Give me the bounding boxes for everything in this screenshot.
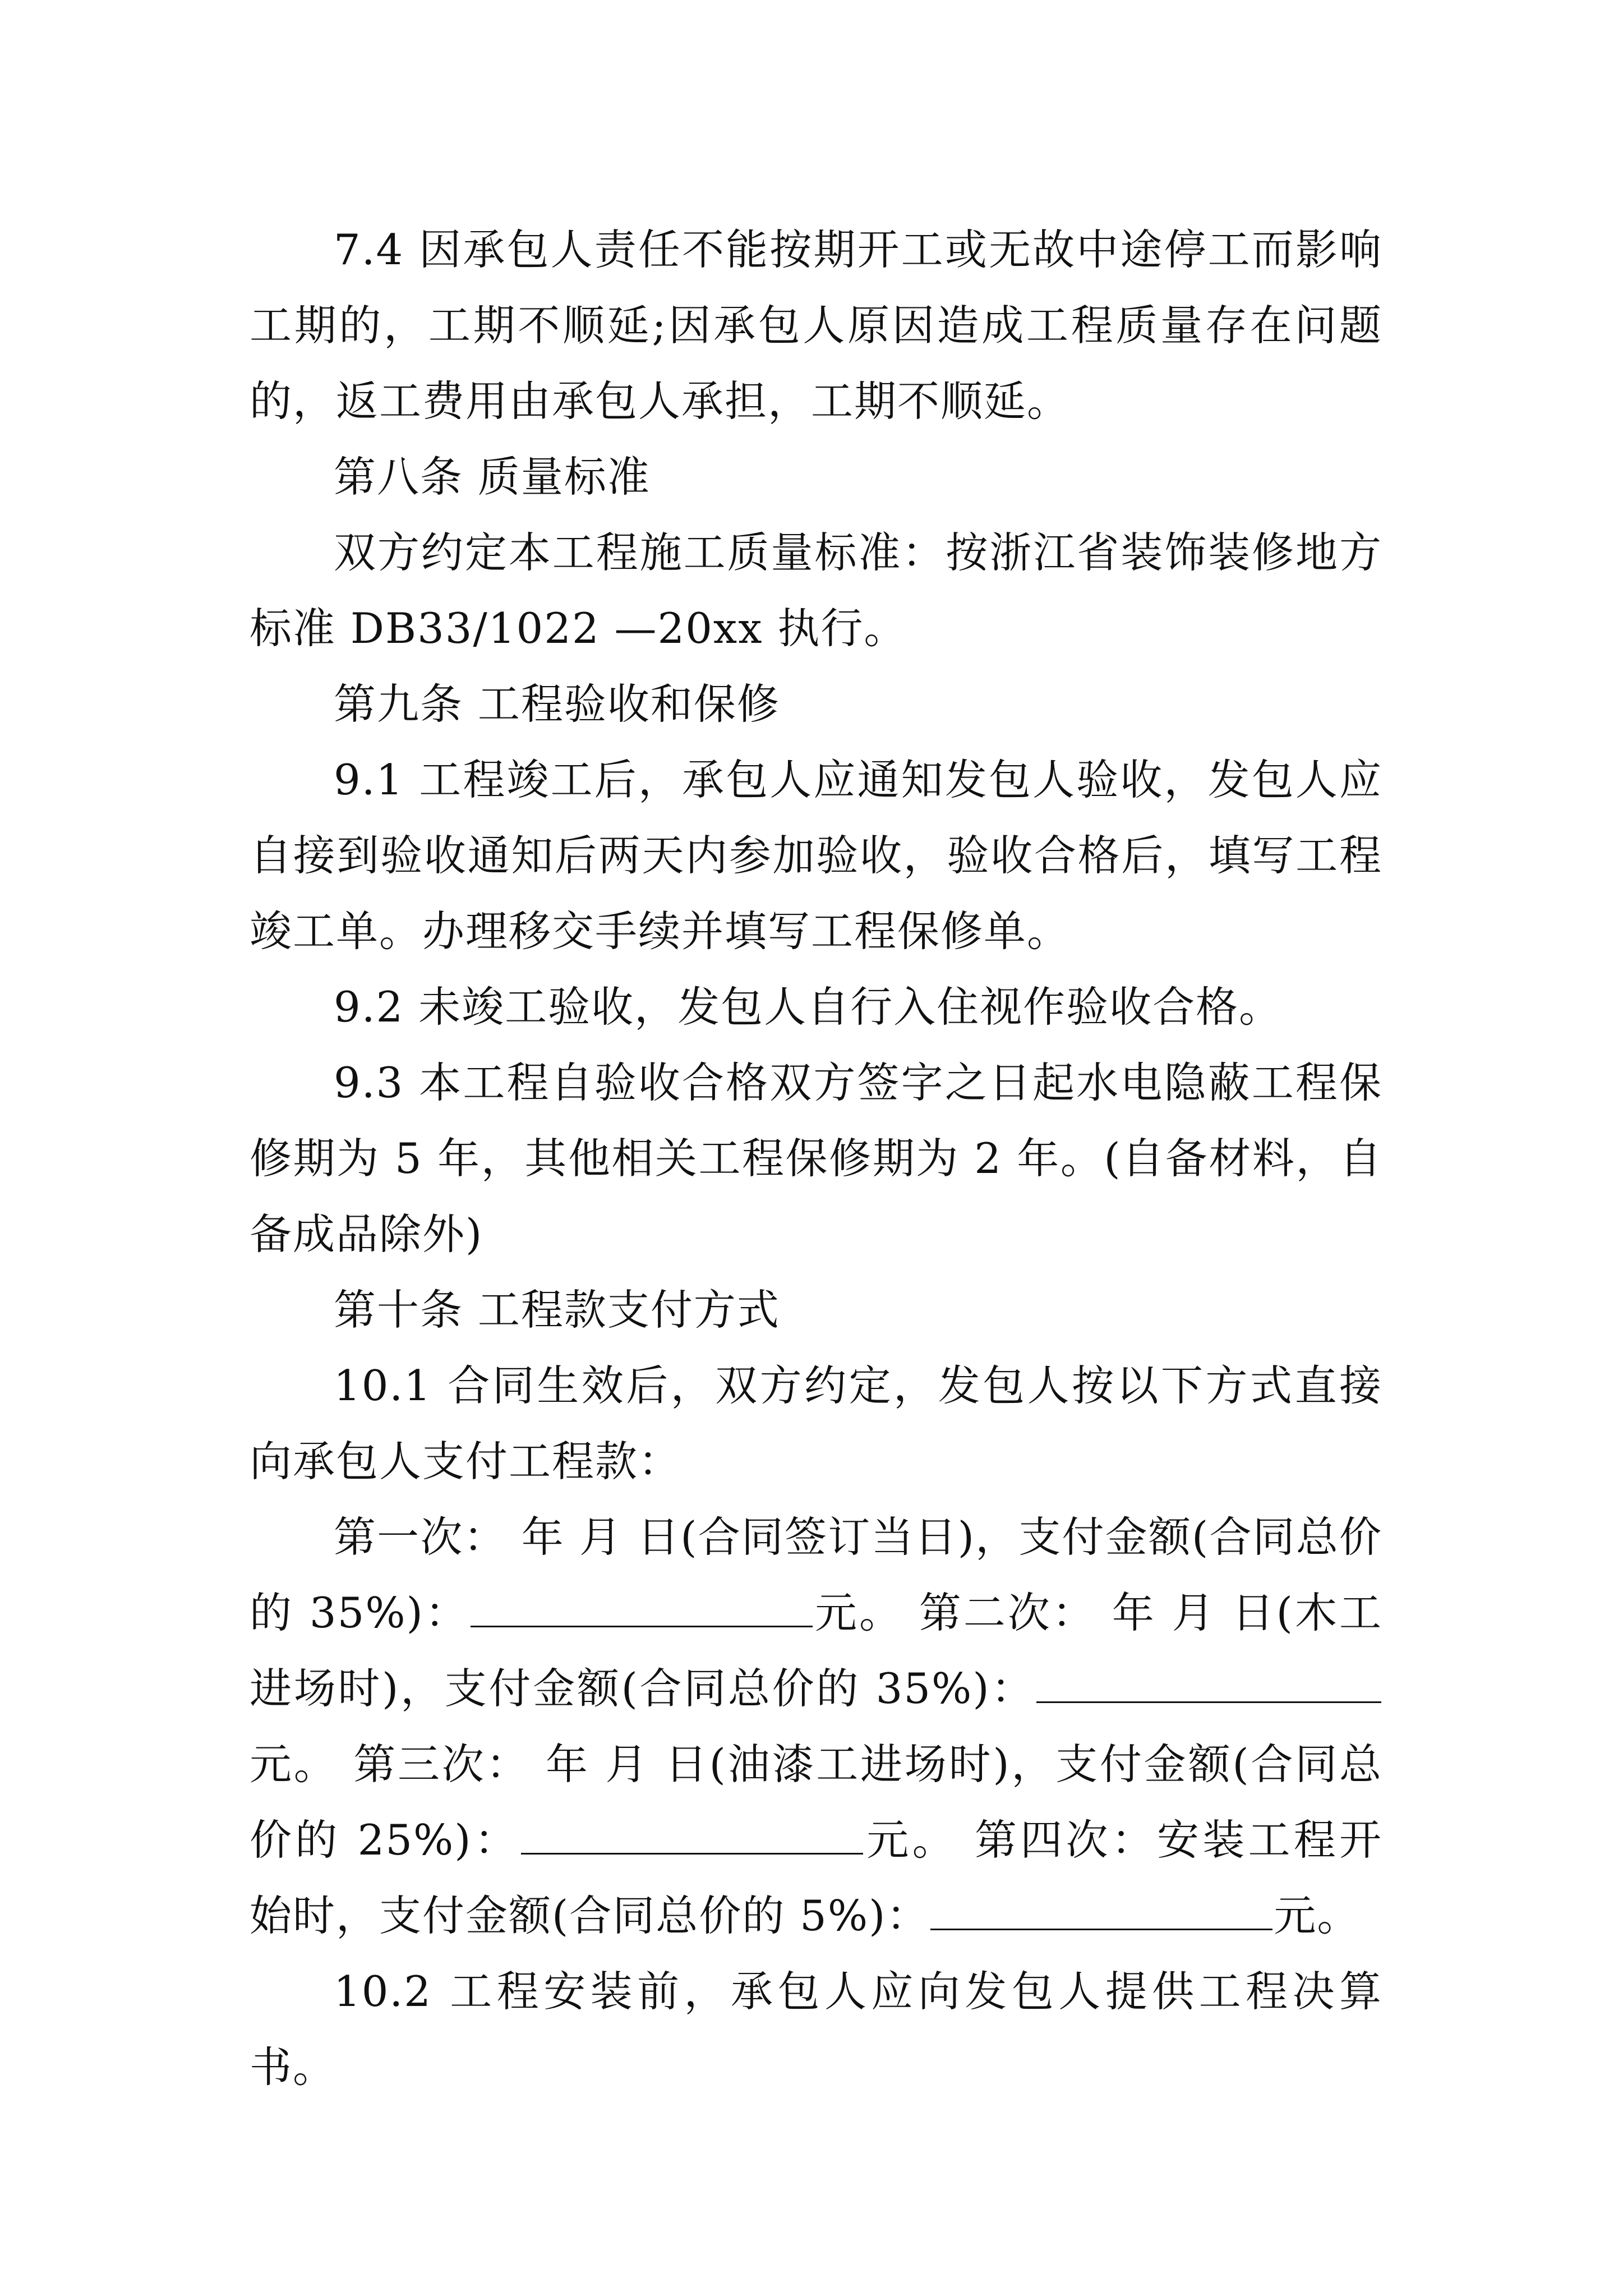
amount-blank-1 [471,1614,813,1627]
payment-fourth-text: 元。 第四次：安装工程开始时，支付金额(合同总价的 5%)： [250,1815,1382,1940]
payment-third-text: 元。 第三次： 年 月 日(油漆工进场时)，支付金额(合同总价的 25%)： [250,1740,1382,1865]
clause-9-3: 9.3 本工程自验收合格双方签字之日起水电隐蔽工程保修期为 5 年，其他相关工程保修期为 2 年。(自备材料，自备成品除外) [250,1058,1382,1259]
clause-10-1: 10.1 合同生效后，双方约定，发包人按以下方式直接向承包人支付工程款： [250,1361,1382,1486]
article-8-text: 双方约定本工程施工质量标准：按浙江省装饰装修地方标准 DB33/1022 —20xx 执行。 [250,528,1382,653]
document-body [250,212,1382,2105]
article-9-heading: 第九条 工程验收和保修 [334,679,780,729]
article-10-heading: 第十条 工程款支付方式 [334,1285,780,1335]
clause-10-2: 10.2 工程安装前，承包人应向发包人提供工程决算书。 [250,1967,1382,2092]
payment-end-text: 元。 [1274,1891,1361,1940]
article-8-heading: 第八条 质量标准 [334,452,651,501]
payment-second-text: 元。 第二次： 年 月 日(木工进场时)，支付金额(合同总价的 35%)： [250,1588,1382,1713]
payment-schedule [250,1499,1382,1954]
clause-9-2: 9.2 未竣工验收，发包人自行入住视作验收合格。 [334,982,1283,1032]
amount-blank-2 [1036,1690,1381,1703]
payment-first-text: 第一次： 年 月 日(合同签订当日)，支付金额(合同总价的 35%)： [250,1512,1382,1637]
amount-blank-3 [521,1842,863,1855]
clause-7-4: 7.4 因承包人责任不能按期开工或无故中途停工而影响工期的，工期不顺延;因承包人原因造成工程质量存在问题的，返工费用由承包人承担，工期不顺延。 [250,225,1382,426]
clause-9-1: 9.1 工程竣工后，承包人应通知发包人验收，发包人应自接到验收通知后两天内参加验收，验收合格后，填写工程竣工单。办理移交手续并填写工程保修单。 [250,755,1382,956]
amount-blank-4 [930,1917,1272,1930]
